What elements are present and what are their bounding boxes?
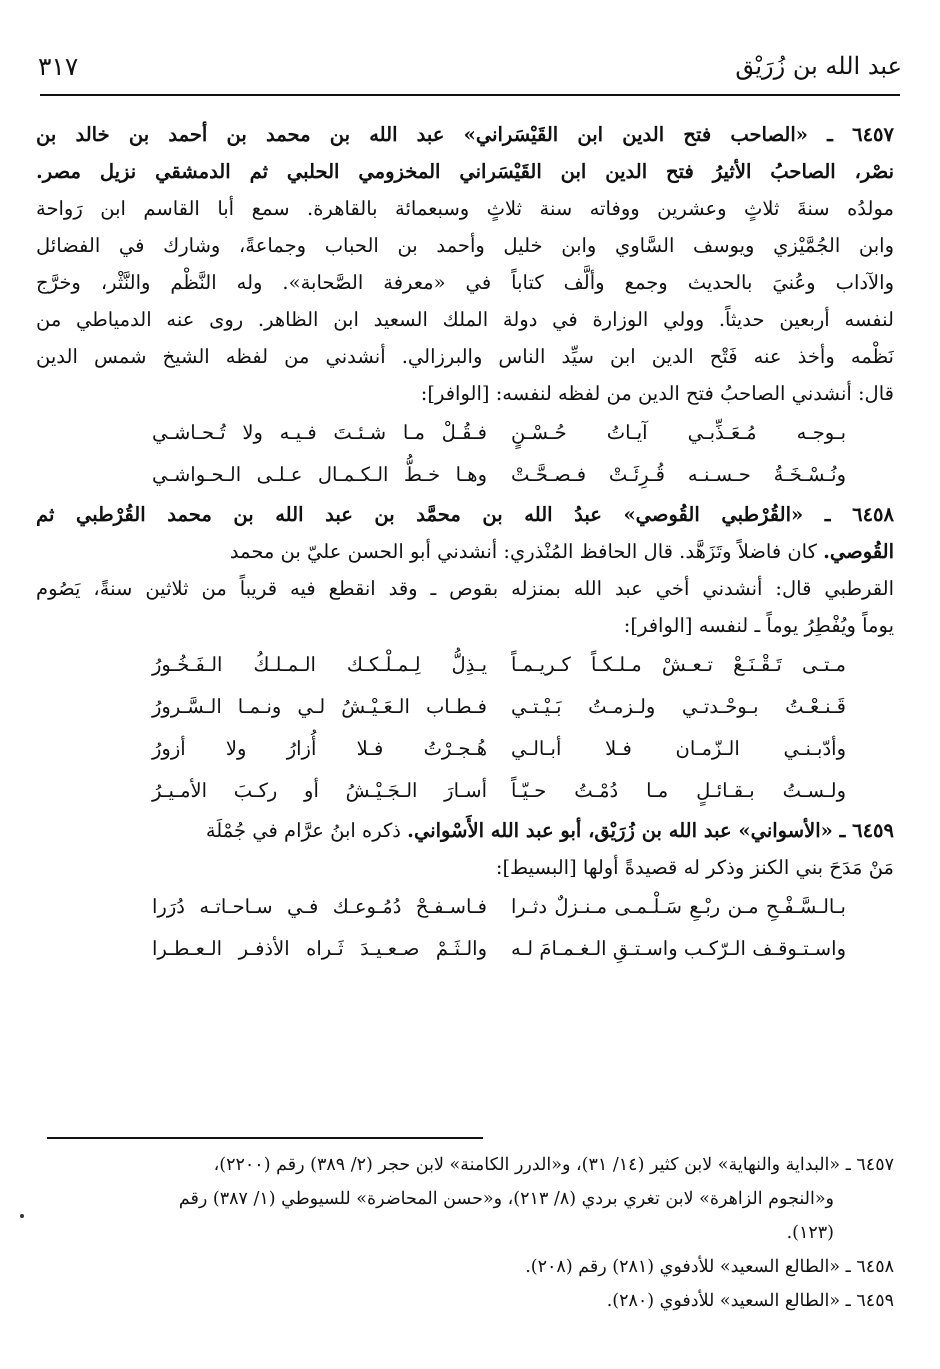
verse-second-hemistich: يـذِلُّ لِـمـلْـكـك الـمـلـكُ الـفَـخُـورُ <box>152 653 487 676</box>
page-header <box>38 52 902 92</box>
verse-first-hemistich: قَـنـعْـتُ بـوحْـدتـي ولـزمـتُ بَـيْـتـي <box>511 695 846 718</box>
verse-second-hemistich: فـطـاب الـعَـيْـشُ لـي ونـمـا الـسَّـرورُ <box>152 695 487 718</box>
verse-first-hemistich: واسـتـوقـف الـرّكـب واسـتـقِ الـغـمـامَ لـه <box>511 937 846 960</box>
entry-6459-heading: ٦٤٥٩ ـ «الأسواني» عبد الله بن زُرَيْق، أبو عبد الله الأَسْواني. <box>407 819 894 842</box>
verse-second-hemistich: والـثَـمْ صـعـيـدَ ثَـراه الأذفـر الـعـطـرا <box>152 937 487 960</box>
poem-6457 <box>36 412 894 496</box>
entry-6457-heading-line-2: نصْر، الصاحبُ الأثيرُ فتح الدين ابن القَيْسَراني المخزومي الحلبي ثم الدمشقي نزيل مصر. <box>36 160 894 183</box>
verse-first-hemistich: ونُـسْـخَـةُ حـسـنـه قُـرِئَـتْ فـصـحَّـتْ <box>511 463 846 486</box>
verse <box>36 686 846 728</box>
footnote-6459: ٦٤٥٩ ـ «الطالع السعيد» للأدفوي (٢٨٠). <box>606 1291 894 1311</box>
main-text <box>36 116 894 970</box>
verse-second-hemistich: أسـارَ الـجَـيْـشُ أو ركـبَ الأمـيـرُ <box>152 779 487 802</box>
header-rule <box>40 94 900 96</box>
entry-6458-heading-end: القُوصي. <box>823 540 894 563</box>
entry-6459-line-2: مَنْ مَدَحَ بني الكنز وذكر له قصيدةً أولها [البسيط]: <box>495 856 894 879</box>
footnote-6457-line-3: (١٢٣). <box>786 1223 834 1243</box>
verse <box>36 886 846 928</box>
entry-6458-line-4: يوماً ويُفْطِرُ يوماً ـ لنفسه [الوافر]: <box>623 614 894 637</box>
margin-speck <box>20 1214 24 1218</box>
entry-6457-line-5: والآداب وعُنيَ بالحديث وجمع وألَّف كتاباً في «معرفة الصَّحابة». وله النَّظْم والنَّثْر، وخرَّج <box>36 271 894 294</box>
verse <box>36 770 846 812</box>
verse-second-hemistich: فـاسـفـحْ دُمُـوعـك فـي سـاحـاتـه دُرَرا <box>152 895 487 918</box>
poem-6458 <box>36 644 894 812</box>
poem-6459 <box>36 886 894 970</box>
verse-second-hemistich: وهـا خـطُّ الـكـمـال عـلـى الـحـواشـي <box>152 463 487 486</box>
entry-6457-line-7: نَظْمه وأخذ عنه فَتْح الدين ابن سيِّد الناس والبرزالي. أنشدني من لفظه الشيخ شمس الدين <box>36 345 894 368</box>
verse <box>36 928 846 970</box>
entry-6457-line-4: وابن الجُمَّيْزي ويوسف السَّاوي وابن خليل وأحمد بن الحباب وجماعةً، وشارك في الفضائل <box>36 234 894 257</box>
entry-6458-line-2 <box>36 533 894 570</box>
entry-6458-line-3: القرطبي قال: أنشدني أخي عبد الله بمنزله بقوص ـ وقد انقطع فيه قريباً من ثلاثين سنةً، يَصُوم <box>36 577 894 600</box>
verse-second-hemistich: فـقُـلْ مـا شـئـتَ فـيـه ولا تُـحـاشـي <box>152 421 487 444</box>
entry-6459-line-1 <box>36 812 894 849</box>
entry-6457-line-8: قال: أنشدني الصاحبُ فتح الدين من لفظه لنفسه: [الوافر]: <box>420 382 894 405</box>
footnote-rule <box>47 1137 483 1139</box>
footnote-6457-line-2: و«النجوم الزاهرة» لابن تغري بردي (٨/ ٢١٣)، و«حسن المحاضرة» للسيوطي (١/ ٣٨٧) رقم <box>178 1189 834 1209</box>
verse-first-hemistich: بـالـسَّـفْـحِ مـن ربْـعِ سَـلْـمـى مـنـزلٌ دثـرا <box>511 895 846 918</box>
running-title: عبد الله بن زُرَيْق <box>735 52 902 80</box>
entry-6458-heading-line-1: ٦٤٥٨ ـ «القُرْطبي القُوصي» عبدُ الله بن محمَّد بن عبد الله بن محمد القُرْطبي ثم <box>36 503 894 526</box>
entry-6457-line-3: مولدُه سنةَ ثلاثٍ وعشرين ووفاته سنة ثلاثٍ وسبعمائة بالقاهرة. سمع أبا القاسم ابن رَواحة <box>36 197 894 220</box>
footnote-6458: ٦٤٥٨ ـ «الطالع السعيد» للأدفوي (٢٨١) رقم (٢٠٨). <box>525 1257 894 1277</box>
verse-first-hemistich: ولـسـتُ بـقـائـلٍ مـا دُمْـتُ حـيّـاً <box>511 779 846 802</box>
verse <box>36 728 846 770</box>
verse <box>36 644 846 686</box>
verse <box>36 412 846 454</box>
page-number: ٣١٧ <box>38 52 79 81</box>
verse-first-hemistich: مـتـى تَـقْـنَـعْ تـعـشْ مـلـكـاً كـريـمـاً <box>511 653 846 676</box>
entry-6457-heading-line-1: ٦٤٥٧ ـ «الصاحب فتح الدين ابن القَيْسَراني» عبد الله بن محمد بن أحمد بن خالد بن <box>36 123 894 146</box>
entry-6457-line-6: لنفسه أربعين حديثاً. وولي الوزارة في دولة الملك السعيد ابن الظاهر. روى عنه الدمياطي من <box>36 308 894 331</box>
verse-second-hemistich: هُـجـرْتُ فـلا أُزارُ ولا أزورُ <box>152 737 487 760</box>
verse-first-hemistich: وأدّبـنـي الـزّمـان فـلا أبـالـي <box>511 737 846 760</box>
entry-6459-line-1-text: ذكره ابنُ عرَّام في جُمْلَة <box>205 819 408 842</box>
footnote-6457-line-1: ٦٤٥٧ ـ «البداية والنهاية» لابن كثير (١٤/ ٣١)، و«الدرر الكامنة» لابن حجر (٢/ ٣٨٩) رقم (٢٢٠٠)، <box>213 1155 894 1175</box>
entry-6458-line-2-text: كان فاضلاً وتَزَهَّد. قال الحافظ المُنْذري: أنشدني أبو الحسن عليّ بن محمد <box>229 540 824 563</box>
verse-first-hemistich: بـوجـه مُـعَـذِّبـي آيـاتُ حُـسْـنٍ <box>511 421 846 444</box>
verse <box>36 454 846 496</box>
footnotes <box>36 1148 894 1318</box>
